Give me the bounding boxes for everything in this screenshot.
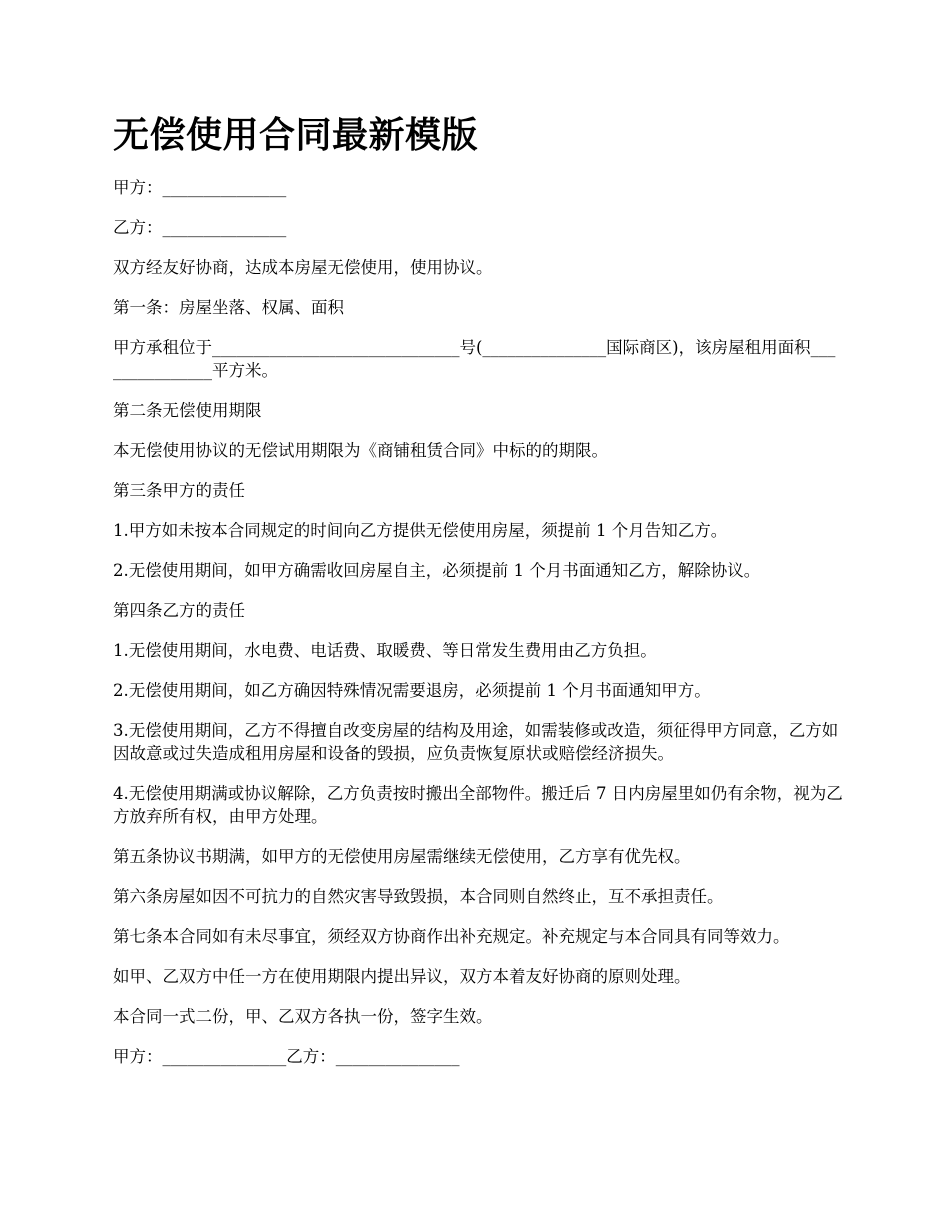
copies-clause: 本合同一式二份，甲、乙双方各执一份，签字生效。 xyxy=(113,1007,493,1026)
article-3-item-2: 2.无偿使用期间，如甲方确需收回房屋自主，必须提前 1 个月书面通知乙方，解除协议。 xyxy=(113,561,761,580)
article-2-heading: 第二条无偿使用期限 xyxy=(113,401,262,420)
article-7: 第七条本合同如有未尽事宜，须经双方协商作出补充规定。补充规定与本合同具有同等效力。 xyxy=(113,927,790,946)
dispute-clause: 如甲、乙双方中任一方在使用期限内提出异议，双方本着友好协商的原则处理。 xyxy=(113,967,691,986)
article-6: 第六条房屋如因不可抗力的自然灾害导致毁损，本合同则自然终止，互不承担责任。 xyxy=(113,887,724,906)
article-1-heading: 第一条：房屋坐落、权属、面积 xyxy=(113,298,344,317)
article-4-item-4: 4.无偿使用期满或协议解除，乙方负责按时搬出全部物件。搬迁后 7 日内房屋里如仍有余物，视为乙方放弃所有权，由甲方处理。 xyxy=(113,784,843,826)
signature-line: 甲方：_______________乙方：_______________ xyxy=(113,1047,460,1066)
intro-paragraph: 双方经友好协商，达成本房屋无偿使用，使用协议。 xyxy=(113,258,493,277)
party-a-line: 甲方：_______________ xyxy=(113,178,287,197)
document-page xyxy=(113,110,843,1085)
article-3-item-1: 1.甲方如未按本合同规定的时间向乙方提供无偿使用房屋，须提前 1 个月告知乙方。 xyxy=(113,521,728,540)
article-4-item-3: 3.无偿使用期间，乙方不得擅自改变房屋的结构及用途，如需装修或改造，须征得甲方同意，乙方如因故意或过失造成租用房屋和设备的毁损，应负责恢复原状或赔偿经济损失。 xyxy=(113,721,839,763)
article-4-item-2: 2.无偿使用期间，如乙方确因特殊情况需要退房，必须提前 1 个月书面通知甲方。 xyxy=(113,681,711,700)
article-5: 第五条协议书期满，如甲方的无偿使用房屋需继续无偿使用，乙方享有优先权。 xyxy=(113,847,691,866)
article-3-heading: 第三条甲方的责任 xyxy=(113,481,245,500)
article-4-heading: 第四条乙方的责任 xyxy=(113,601,245,620)
party-b-line: 乙方：_______________ xyxy=(113,218,287,237)
document-title: 无偿使用合同最新模版 xyxy=(113,115,479,156)
article-4-item-1: 1.无偿使用期间，水电费、电话费、取暖费、等日常发生费用由乙方负担。 xyxy=(113,641,657,660)
article-1-body: 甲方承租位于______________________________号(_______________国际商区)，该房屋租用面积_______________平方米。 xyxy=(113,338,836,380)
article-2-body: 本无偿使用协议的无偿试用期限为《商铺租赁合同》中标的的期限。 xyxy=(113,441,608,460)
